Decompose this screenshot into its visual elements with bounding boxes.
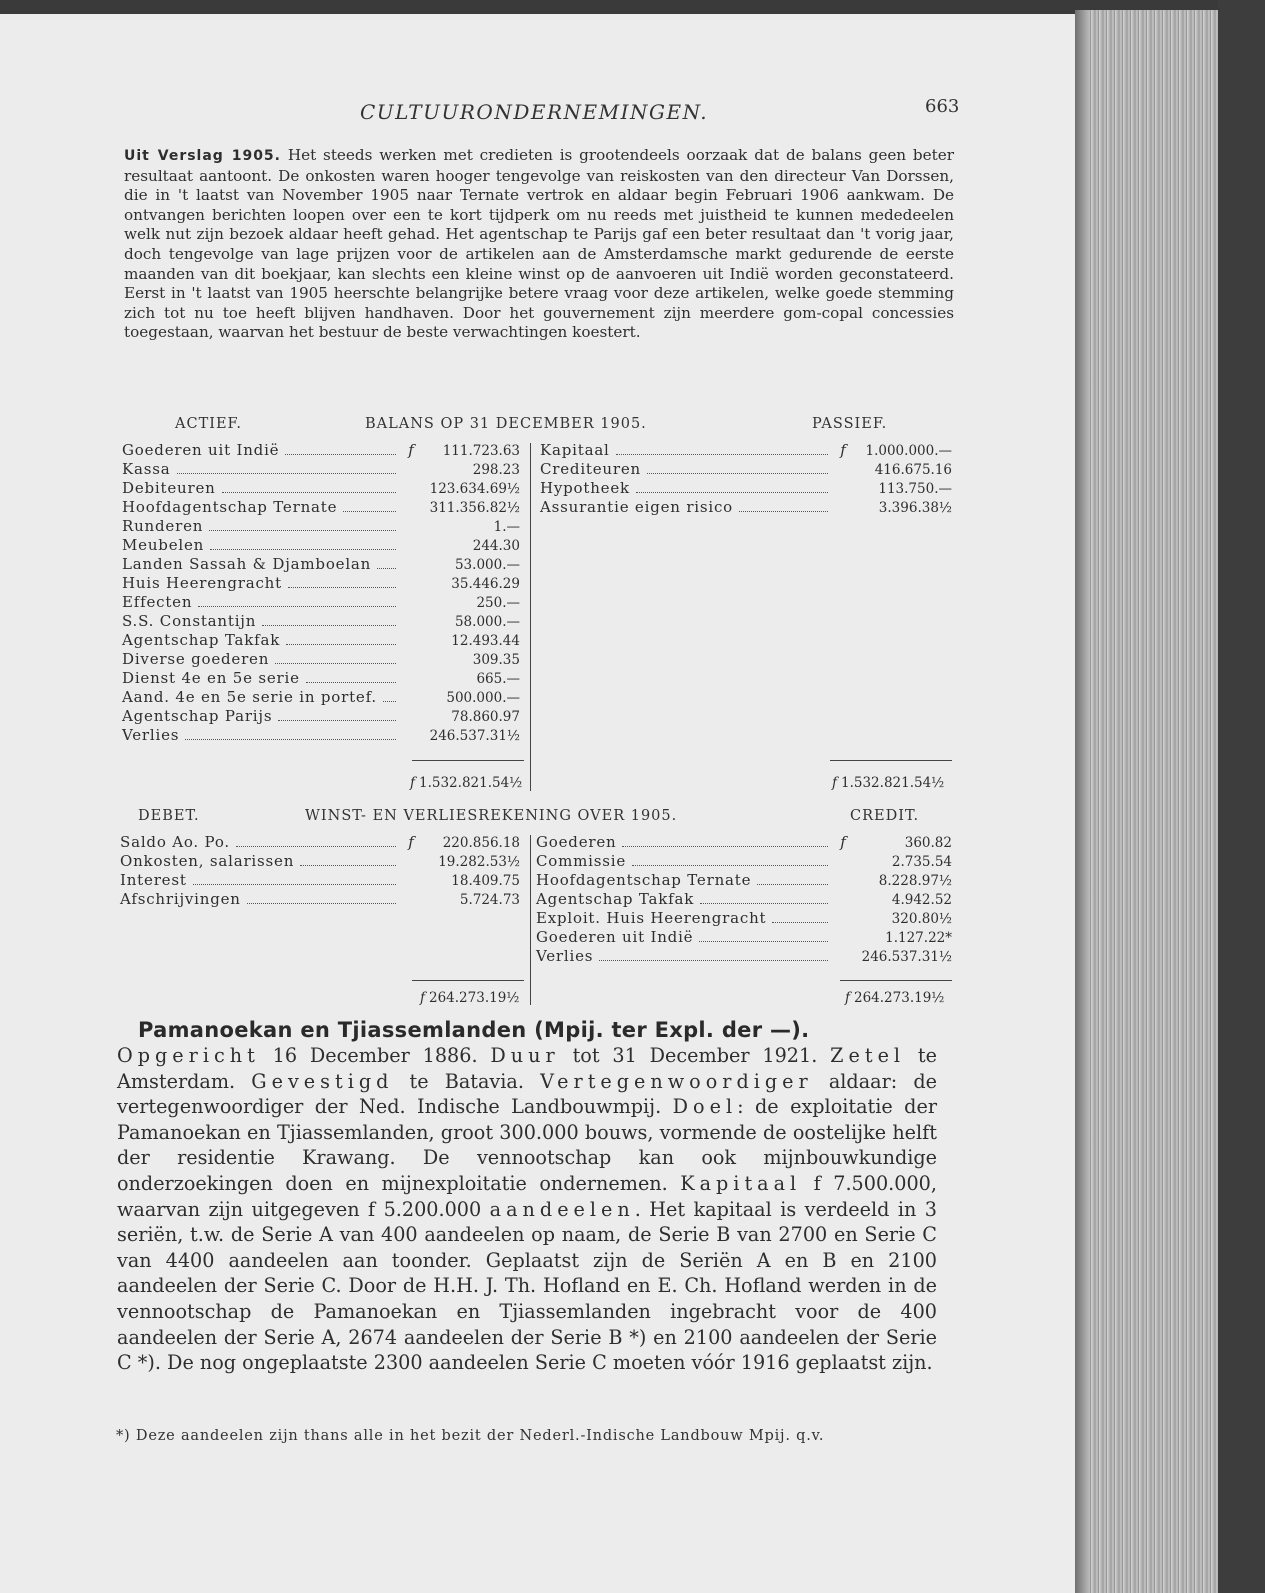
- ledger-value: 311.356.82½: [429, 500, 520, 516]
- leader-dots: [285, 454, 396, 455]
- ledger-row: [536, 928, 952, 947]
- spaced-keyword: Gevestigd: [251, 1069, 394, 1093]
- balance-left-head: ACTIEF.: [175, 416, 242, 432]
- spaced-keyword: Duur: [490, 1044, 560, 1067]
- body-text: : de exploitatie der Pamanoekan en Tjiassemlanden, groot 300.000 bouws, vormende de oostelijke helft der residentie Krawang. De vennootschap kan ook mijnbouwkundige onderzoekingen doen en mijnexploitatie ondernemen.: [117, 1095, 937, 1195]
- leader-dots: [700, 903, 828, 904]
- ledger-label: Afschrijvingen: [120, 890, 241, 908]
- pl-right-head: CREDIT.: [850, 808, 920, 824]
- ledger-label: Hoofdagentschap Ternate: [536, 871, 752, 889]
- report-paragraph: [124, 146, 954, 343]
- ledger-label: Hoofdagentschap Ternate: [122, 498, 338, 516]
- ledger-value: 246.537.31½: [429, 728, 520, 744]
- ledger-value: 53.000.—: [454, 557, 520, 573]
- pl-divider: [530, 835, 531, 1005]
- ledger-row: [122, 650, 520, 669]
- leader-dots: [275, 663, 396, 664]
- leader-dots: [616, 454, 828, 455]
- leader-dots: [236, 846, 396, 847]
- pl-left-rule: [412, 980, 524, 981]
- ledger-value: 1.000.000.—: [865, 443, 952, 459]
- ledger-row: [122, 593, 520, 612]
- leader-dots: [286, 644, 396, 645]
- balance-right-rule: [830, 760, 952, 761]
- ledger-value: 78.860.97: [451, 709, 520, 725]
- ledger-row: [536, 852, 952, 871]
- leader-dots: [632, 865, 828, 866]
- ledger-label: Goederen uit Indië: [122, 441, 280, 459]
- report-text: Het steeds werken met credieten is grootendeels oorzaak dat de balans geen beter resultaat aantoont. De onkosten waren hooger tengevolge van reiskosten van den directeur Van Dorssen, die in 't laatst van November 1905 naar Ternate vertrok en aldaar begin Februari 1906 aankwam. De ontvangen berichten loopen over een te kort tijdperk om nu reeds met juistheid te kunnen mededeelen welk nut zijn bezoek aldaar heeft gehad. Het agentschap te Parijs gaf een beter resultaat dan 't vorig jaar, doch tengevolge van lage prijzen voor de artikelen aan de Amsterdamsche markt gedurende de eerste maanden van dit boekjaar, kan slechts een kleine winst op de aanvoeren uit Indië worden geconstateerd. Eerst in 't laatst van 1905 heerschte belangrijke betere vraag voor deze artikelen, welke goede stemming zich tot nu toe heeft blijven handhaven. Door het gouvernement zijn meerdere gom-copal concessies toegestaan, waarvan het bestuur de beste verwachtingen koestert.: [124, 146, 954, 342]
- leader-dots: [300, 865, 396, 866]
- ledger-label: Effecten: [122, 593, 193, 611]
- body-text: te Batavia.: [393, 1069, 541, 1093]
- report-lead: Uit Verslag 1905.: [124, 148, 281, 164]
- leader-dots: [343, 511, 396, 512]
- ledger-row: [122, 574, 520, 593]
- leader-dots: [636, 492, 828, 493]
- running-header: CULTUURONDERNEMINGEN.: [360, 100, 709, 124]
- ledger-value: 12.493.44: [451, 633, 520, 649]
- spaced-keyword: Vertegenwoordiger: [540, 1069, 813, 1093]
- spaced-keyword: Doel: [672, 1095, 738, 1119]
- balance-left-rule: [412, 760, 524, 761]
- ledger-value: 4.942.52: [891, 892, 952, 908]
- ledger-row: [540, 441, 952, 460]
- leader-dots: [306, 682, 396, 683]
- leader-dots: [739, 511, 828, 512]
- ledger-label: S.S. Constantijn: [122, 612, 257, 630]
- leader-dots: [599, 960, 828, 961]
- ledger-row: [122, 498, 520, 517]
- ledger-row: [540, 498, 952, 517]
- spaced-keyword: Kapitaal: [680, 1171, 802, 1195]
- pl-total-left: f 264.273.19½: [420, 990, 520, 1006]
- leader-dots: [699, 941, 828, 942]
- book-cover-edge: [1218, 0, 1265, 1593]
- leader-dots: [210, 549, 396, 550]
- ledger-label: Huis Heerengracht: [122, 574, 282, 592]
- ledger-row: [122, 479, 520, 498]
- body-text: tot 31 December 1921.: [559, 1044, 831, 1067]
- pl-credit-list: [536, 833, 952, 966]
- ledger-row: [122, 707, 520, 726]
- balance-total-right: f 1.532.821.54½: [832, 775, 945, 791]
- ledger-label: Hypotheek: [540, 479, 630, 497]
- spaced-keyword: Opgericht: [117, 1044, 260, 1067]
- leader-dots: [198, 606, 396, 607]
- body-text: aldaar: de vertegenwoordiger der Ned. Indische Landbouwmpij.: [117, 1069, 937, 1119]
- ledger-row: [122, 517, 520, 536]
- ledger-label: Landen Sassah & Djamboelan: [122, 555, 372, 573]
- leader-dots: [772, 922, 828, 923]
- ledger-label: Meubelen: [122, 536, 205, 554]
- ledger-value: 500.000.—: [446, 690, 520, 706]
- ledger-label: Crediteuren: [540, 460, 641, 478]
- currency-mark: f: [408, 833, 414, 851]
- ledger-value: 1.—: [493, 519, 520, 535]
- ledger-label: Saldo Ao. Po.: [120, 833, 230, 851]
- ledger-row: [122, 555, 520, 574]
- ledger-label: Dienst 4e en 5e serie: [122, 669, 300, 687]
- ledger-value: 665.—: [476, 671, 520, 687]
- leader-dots: [622, 846, 828, 847]
- ledger-label: Interest: [120, 871, 187, 889]
- body-text: te Amsterdam.: [117, 1044, 937, 1093]
- currency-mark: f: [840, 441, 846, 459]
- ledger-row: [122, 669, 520, 688]
- ledger-value: 298.23: [472, 462, 520, 478]
- ledger-row: [536, 909, 952, 928]
- leader-dots: [262, 625, 396, 626]
- balance-divider: [530, 443, 531, 791]
- ledger-row: [120, 833, 520, 852]
- page-number: 663: [925, 96, 960, 117]
- ledger-label: Verlies: [122, 726, 180, 744]
- ledger-row: [540, 460, 952, 479]
- ledger-value: 3.396.38½: [878, 500, 952, 516]
- ledger-label: Exploit. Huis Heerengracht: [536, 909, 767, 927]
- leader-dots: [222, 492, 396, 493]
- pl-center-head: WINST- EN VERLIESREKENING OVER 1905.: [305, 808, 678, 824]
- pl-left-head: DEBET.: [138, 808, 200, 824]
- ledger-value: 8.228.97½: [878, 873, 952, 889]
- leader-dots: [288, 587, 396, 588]
- ledger-value: 123.634.69½: [429, 481, 520, 497]
- ledger-label: Runderen: [122, 517, 204, 535]
- ledger-row: [120, 852, 520, 871]
- footnote: *) Deze aandeelen zijn thans alle in het bezit der Nederl.-Indische Landbouw Mpij. q.v.: [116, 1428, 825, 1444]
- ledger-label: Diverse goederen: [122, 650, 270, 668]
- ledger-row: [122, 536, 520, 555]
- ledger-value: 19.282.53½: [438, 854, 520, 870]
- ledger-row: [536, 947, 952, 966]
- ledger-row: [122, 441, 520, 460]
- balance-actief-list: [122, 441, 520, 745]
- leader-dots: [185, 739, 396, 740]
- body-text: . Het kapitaal is verdeeld in 3 seriën, t.w. de Serie A van 400 aandeelen op naam, de Serie B van 2700 en Serie C van 4400 aandeelen aan toonder. Geplaatst zijn de Seriën A en B en 2100 aandeelen der Serie C. Door de H.H. J. Th. Hofland en E. Ch. Hofland werden in de vennootschap de Pamanoekan en Tjiassemlanden ingebracht voor de 400 aandeelen der Serie A, 2674 aandeelen der Serie B *) en 2100 aandeelen der Serie C *). De nog ongeplaatste 2300 aandeelen Serie C moeten vóór 1916 geplaatst zijn.: [117, 1197, 937, 1375]
- ledger-row: [536, 833, 952, 852]
- ledger-value: 244.30: [472, 538, 520, 554]
- ledger-label: Agentschap Takfak: [536, 890, 695, 908]
- leader-dots: [757, 884, 828, 885]
- spaced-keyword: aandeelen: [489, 1197, 635, 1221]
- ledger-label: Kassa: [122, 460, 171, 478]
- ledger-value: 320.80½: [891, 911, 952, 927]
- body-text: 16 December 1886.: [259, 1044, 491, 1067]
- ledger-value: 250.—: [476, 595, 520, 611]
- ledger-row: [120, 890, 520, 909]
- ledger-row: [540, 479, 952, 498]
- ledger-value: 2.735.54: [891, 854, 952, 870]
- ledger-value: 35.446.29: [451, 576, 520, 592]
- balance-center-head: BALANS OP 31 DECEMBER 1905.: [365, 416, 647, 432]
- ledger-row: [122, 726, 520, 745]
- ledger-label: Goederen: [536, 833, 617, 851]
- ledger-label: Debiteuren: [122, 479, 216, 497]
- pl-debet-list: [120, 833, 520, 909]
- leader-dots: [278, 720, 396, 721]
- ledger-label: Aand. 4e en 5e serie in portef.: [122, 688, 377, 706]
- ledger-value: 309.35: [472, 652, 520, 668]
- balance-total-left: f 1.532.821.54½: [410, 775, 523, 791]
- pl-total-right: f 264.273.19½: [845, 990, 945, 1006]
- ledger-row: [120, 871, 520, 890]
- leader-dots: [647, 473, 828, 474]
- balance-right-head: PASSIEF.: [812, 416, 888, 432]
- ledger-value: 1.127.22*: [885, 930, 952, 946]
- leader-dots: [247, 903, 396, 904]
- currency-mark: f: [408, 441, 414, 459]
- ledger-row: [122, 612, 520, 631]
- ledger-label: Agentschap Takfak: [122, 631, 281, 649]
- ledger-value: 220.856.18: [442, 835, 520, 851]
- ledger-label: Verlies: [536, 947, 594, 965]
- ledger-label: Goederen uit Indië: [536, 928, 694, 946]
- ledger-value: 113.750.—: [878, 481, 952, 497]
- ledger-label: Kapitaal: [540, 441, 610, 459]
- body-text: f 7.500.000, waarvan zijn uitgegeven f 5.200.000: [117, 1171, 937, 1221]
- leader-dots: [209, 530, 396, 531]
- ledger-value: 416.675.16: [874, 462, 952, 478]
- page-gutter-shadow: [1075, 10, 1089, 1593]
- section-title: Pamanoekan en Tjiassemlanden (Mpij. ter Expl. der —).: [138, 1018, 810, 1042]
- ledger-value: 18.409.75: [451, 873, 520, 889]
- ledger-value: 5.724.73: [459, 892, 520, 908]
- ledger-row: [536, 890, 952, 909]
- ledger-value: 246.537.31½: [861, 949, 952, 965]
- currency-mark: f: [840, 833, 846, 851]
- ledger-row: [122, 688, 520, 707]
- section-body: [117, 1043, 937, 1376]
- ledger-value: 111.723.63: [442, 443, 520, 459]
- leader-dots: [377, 568, 396, 569]
- ledger-label: Agentschap Parijs: [122, 707, 273, 725]
- balance-passief-list: [540, 441, 952, 517]
- ledger-label: Onkosten, salarissen: [120, 852, 295, 870]
- ledger-label: Commissie: [536, 852, 627, 870]
- ledger-row: [122, 631, 520, 650]
- spaced-keyword: Zetel: [830, 1044, 906, 1067]
- ledger-value: 360.82: [904, 835, 952, 851]
- ledger-row: [536, 871, 952, 890]
- ledger-label: Assurantie eigen risico: [540, 498, 734, 516]
- ledger-value: 58.000.—: [454, 614, 520, 630]
- pl-right-rule: [840, 980, 952, 981]
- leader-dots: [383, 701, 396, 702]
- ledger-row: [122, 460, 520, 479]
- leader-dots: [193, 884, 396, 885]
- leader-dots: [177, 473, 397, 474]
